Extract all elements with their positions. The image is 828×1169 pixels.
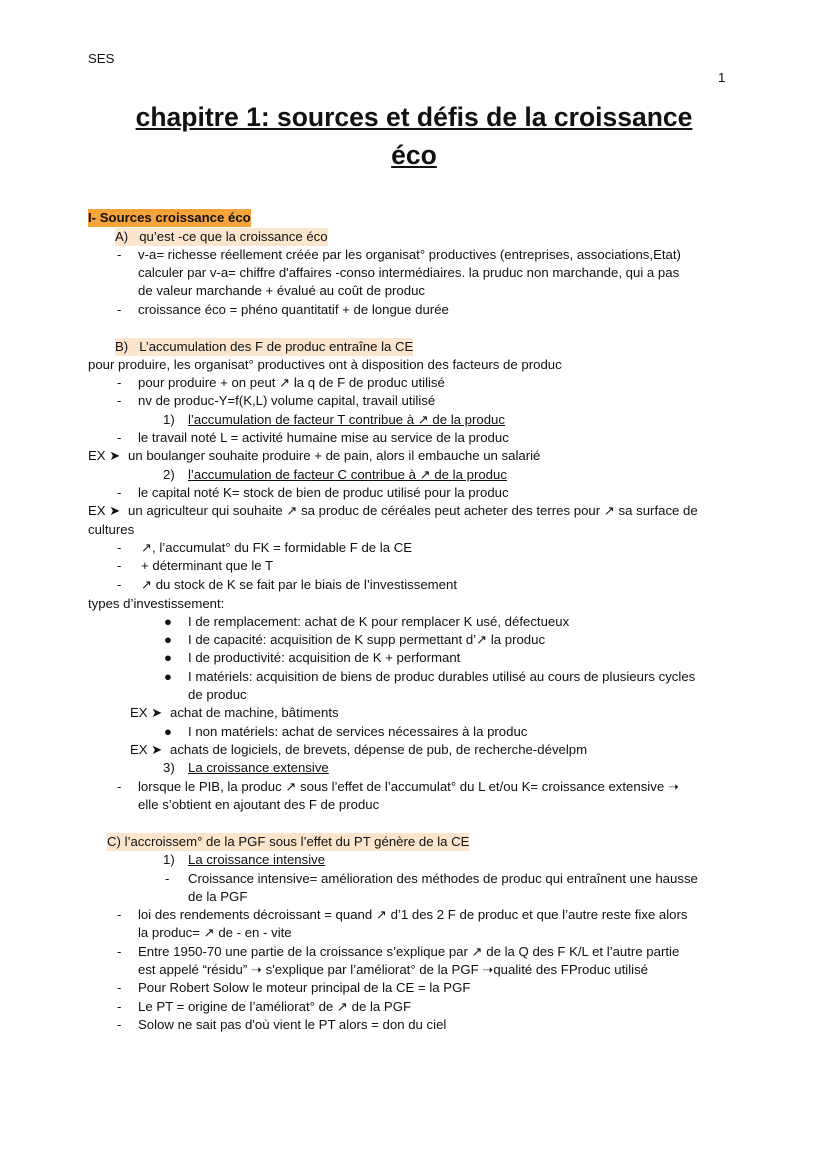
text-line: Croissance intensive= amélioration des méthodes de produc qui entraînent une hausse (188, 871, 698, 886)
dash-marker: - (117, 247, 122, 262)
text-line: ↗ du stock de K se fait par le biais de l’investissement (141, 577, 457, 592)
dash-marker: - (117, 1017, 122, 1032)
page-title-cont: éco (391, 140, 437, 170)
text-line: pour produire, les organisat° productives ont à disposition des facteurs de produc (88, 357, 562, 372)
bullet-marker: ● (164, 632, 172, 647)
text-line: le capital noté K= stock de bien de produc utilisé pour la produc (138, 485, 509, 500)
bullet-marker: ● (164, 614, 172, 629)
example-marker: EX ➤ (130, 705, 163, 720)
text-line: la produc= ↗ de - en - vite (138, 925, 292, 940)
text-line: de valeur marchande + évalué au coût de produc (138, 283, 426, 298)
bullet-marker: ● (164, 724, 172, 739)
numbered-heading: La croissance intensive (188, 852, 326, 867)
dash-marker: - (117, 999, 122, 1014)
number-marker: 3) (163, 760, 175, 775)
example-marker: EX ➤ (88, 503, 121, 518)
bullet-item: I de productivité: acquisition de K + performant (188, 650, 461, 665)
bullet-marker: ● (164, 650, 172, 665)
dash-marker: - (117, 779, 122, 794)
dash-marker: - (117, 302, 122, 317)
example-text: un agriculteur qui souhaite ↗ sa produc de céréales peut acheter des terres pour ↗ sa surface de (128, 503, 698, 518)
text-line: Le PT = origine de l’améliorat° de ↗ de la PGF (138, 999, 412, 1014)
bullet-item-cont: de produc (188, 687, 247, 702)
bullet-item: I de capacité: acquisition de K supp permettant d’↗ la produc (188, 632, 546, 647)
dash-marker: - (117, 558, 122, 573)
example-text: un boulanger souhaite produire + de pain, alors il embauche un salarié (128, 448, 541, 463)
bullet-item: I de remplacement: achat de K pour remplacer K usé, défectueux (188, 614, 570, 629)
subject-header: SES (88, 51, 115, 66)
text-line: types d’investissement: (88, 596, 225, 611)
dash-marker: - (117, 980, 122, 995)
text-line: est appelé “résidu” ➝ s'explique par l’améliorat° de la PGF ➝qualité des FProduc utilisé (138, 962, 649, 977)
bullet-item: I non matériels: achat de services nécessaires à la produc (188, 724, 528, 739)
text-line: le travail noté L = activité humaine mise au service de la produc (138, 430, 509, 445)
example-text: achat de machine, bâtiments (170, 705, 339, 720)
text-line: de la PGF (188, 889, 248, 904)
dash-marker: - (117, 375, 122, 390)
dash-marker: - (117, 540, 122, 555)
dash-marker: - (117, 393, 122, 408)
text-line: Solow ne sait pas d'où vient le PT alors = don du ciel (138, 1017, 447, 1032)
text-line: Pour Robert Solow le moteur principal de la CE = la PGF (138, 980, 471, 995)
text-line: pour produire + on peut ↗ la q de F de produc utilisé (138, 375, 445, 390)
dash-marker: - (117, 430, 122, 445)
page-title: chapitre 1: sources et défis de la croissance (135, 102, 693, 132)
bullet-marker: ● (164, 669, 172, 684)
number-marker: 1) (163, 852, 175, 867)
subsection-a-title: A) qu’est -ce que la croissance éco (115, 229, 328, 244)
number-marker: 1) (163, 412, 175, 427)
dash-marker: - (117, 907, 122, 922)
text-line: v-a= richesse réellement créée par les organisat° productives (entreprises, associations,Etat) (138, 247, 681, 262)
dash-marker: - (117, 944, 122, 959)
bullet-item: I matériels: acquisition de biens de produc durables utilisé au cours de plusieurs cycles (188, 669, 696, 684)
text-line: calculer par v-a= chiffre d'affaires -conso intermédiaires. la pruduc non marchande, qui a pas (138, 265, 680, 280)
text-line: loi des rendements décroissant = quand ↗ d’1 des 2 F de produc et que l’autre reste fixe alors (138, 907, 688, 922)
text-line: nv de produc-Y=f(K,L) volume capital, travail utilisé (138, 393, 436, 408)
page-number: 1 (718, 70, 726, 85)
numbered-heading: l’accumulation de facteur T contribue à ↗ de la produc (188, 412, 505, 427)
dash-marker: - (117, 577, 122, 592)
subsection-b-title: B) L’accumulation des F de produc entraîne la CE (115, 339, 414, 354)
dash-marker: - (117, 485, 122, 500)
example-marker: EX ➤ (88, 448, 121, 463)
dash-marker: - (165, 871, 170, 886)
text-line: croissance éco = phéno quantitatif + de longue durée (138, 302, 449, 317)
text-line: Entre 1950-70 une partie de la croissance s’explique par ↗ de la Q des F K/L et l’autre partie (138, 944, 680, 959)
example-text: achats de logiciels, de brevets, dépense de pub, de recherche-dévelpm (170, 742, 588, 757)
subsection-c-title: C) l’accroissem° de la PGF sous l’effet du PT génère de la CE (107, 834, 470, 849)
text-line: + déterminant que le T (141, 558, 274, 573)
example-marker: EX ➤ (130, 742, 163, 757)
section-heading: I- Sources croissance éco (88, 210, 251, 225)
text-line: ↗, l’accumulat° du FK = formidable F de la CE (141, 540, 413, 555)
number-marker: 2) (163, 467, 175, 482)
text-line: elle s’obtient en ajoutant des F de produc (138, 797, 380, 812)
numbered-heading: La croissance extensive (188, 760, 329, 775)
numbered-heading: l’accumulation de facteur C contribue à ↗ de la produc (188, 467, 507, 482)
text-line: lorsque le PIB, la produc ↗ sous l’effet de l’accumulat° du L et/ou K= croissance extensive ➝ (138, 779, 679, 794)
example-text-cont: cultures (88, 522, 135, 537)
